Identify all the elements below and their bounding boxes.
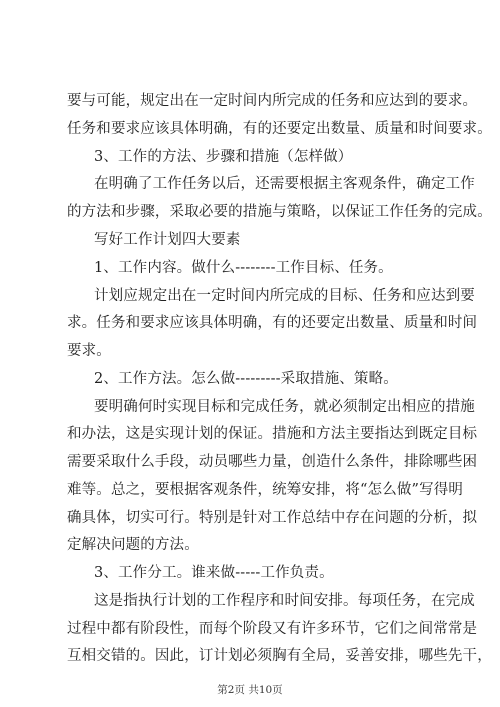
text-line: 需要采取什么手段，动员哪些力量，创造什么条件，排除哪些困: [67, 454, 478, 470]
text-line: 和办法，这是实现计划的保证。措施和方法主要指达到既定目标: [67, 426, 478, 442]
text-line: 互相交错的。因此，订计划必须胸有全局，妥善安排，哪些先干，: [67, 648, 492, 664]
text-line: 在明确了工作任务以后，还需要根据主客观条件，确定工作: [94, 176, 475, 192]
text-line: 要求。: [67, 343, 111, 359]
section-heading: 2、工作方法。怎么做---------采取措施、策略。: [94, 371, 398, 387]
text-line: 过程中都有阶段性，而每个阶段又有许多环节，它们之间常常是: [67, 621, 478, 637]
section-heading: 3、工作的方法、步骤和措施（怎样做）: [94, 149, 353, 165]
page-number-footer: 第2页 共10页: [217, 684, 283, 696]
text-line: 定解决问题的方法。: [67, 537, 199, 553]
text-line: 难等。总之，要根据客观条件，统筹安排，将“怎么做”写得明: [67, 482, 464, 498]
text-line: 要与可能，规定出在一定时间内所完成的任务和应达到的要求。: [67, 93, 478, 109]
section-heading: 写好工作计划四大要素: [94, 232, 241, 248]
text-line: 求。任务和要求应该具体明确，有的还要定出数量、质量和时间: [67, 315, 478, 331]
text-line: 计划应规定出在一定时间内所完成的目标、任务和应达到要: [94, 288, 475, 304]
section-heading: 1、工作内容。做什么--------工作目标、任务。: [94, 260, 393, 276]
text-line: 的方法和步骤，采取必要的措施与策略，以保证工作任务的完成。: [67, 204, 492, 220]
text-line: 这是指执行计划的工作程序和时间安排。每项任务，在完成: [94, 593, 475, 609]
text-line: 确具体，切实可行。特别是针对工作总结中存在问题的分析，拟: [67, 510, 478, 526]
section-heading: 3、工作分工。谁来做-----工作负责。: [94, 565, 334, 581]
text-line: 任务和要求应该具体明确，有的还要定出数量、质量和时间要求。: [67, 121, 492, 137]
text-line: 要明确何时实现目标和完成任务，就必须制定出相应的措施: [94, 399, 475, 415]
